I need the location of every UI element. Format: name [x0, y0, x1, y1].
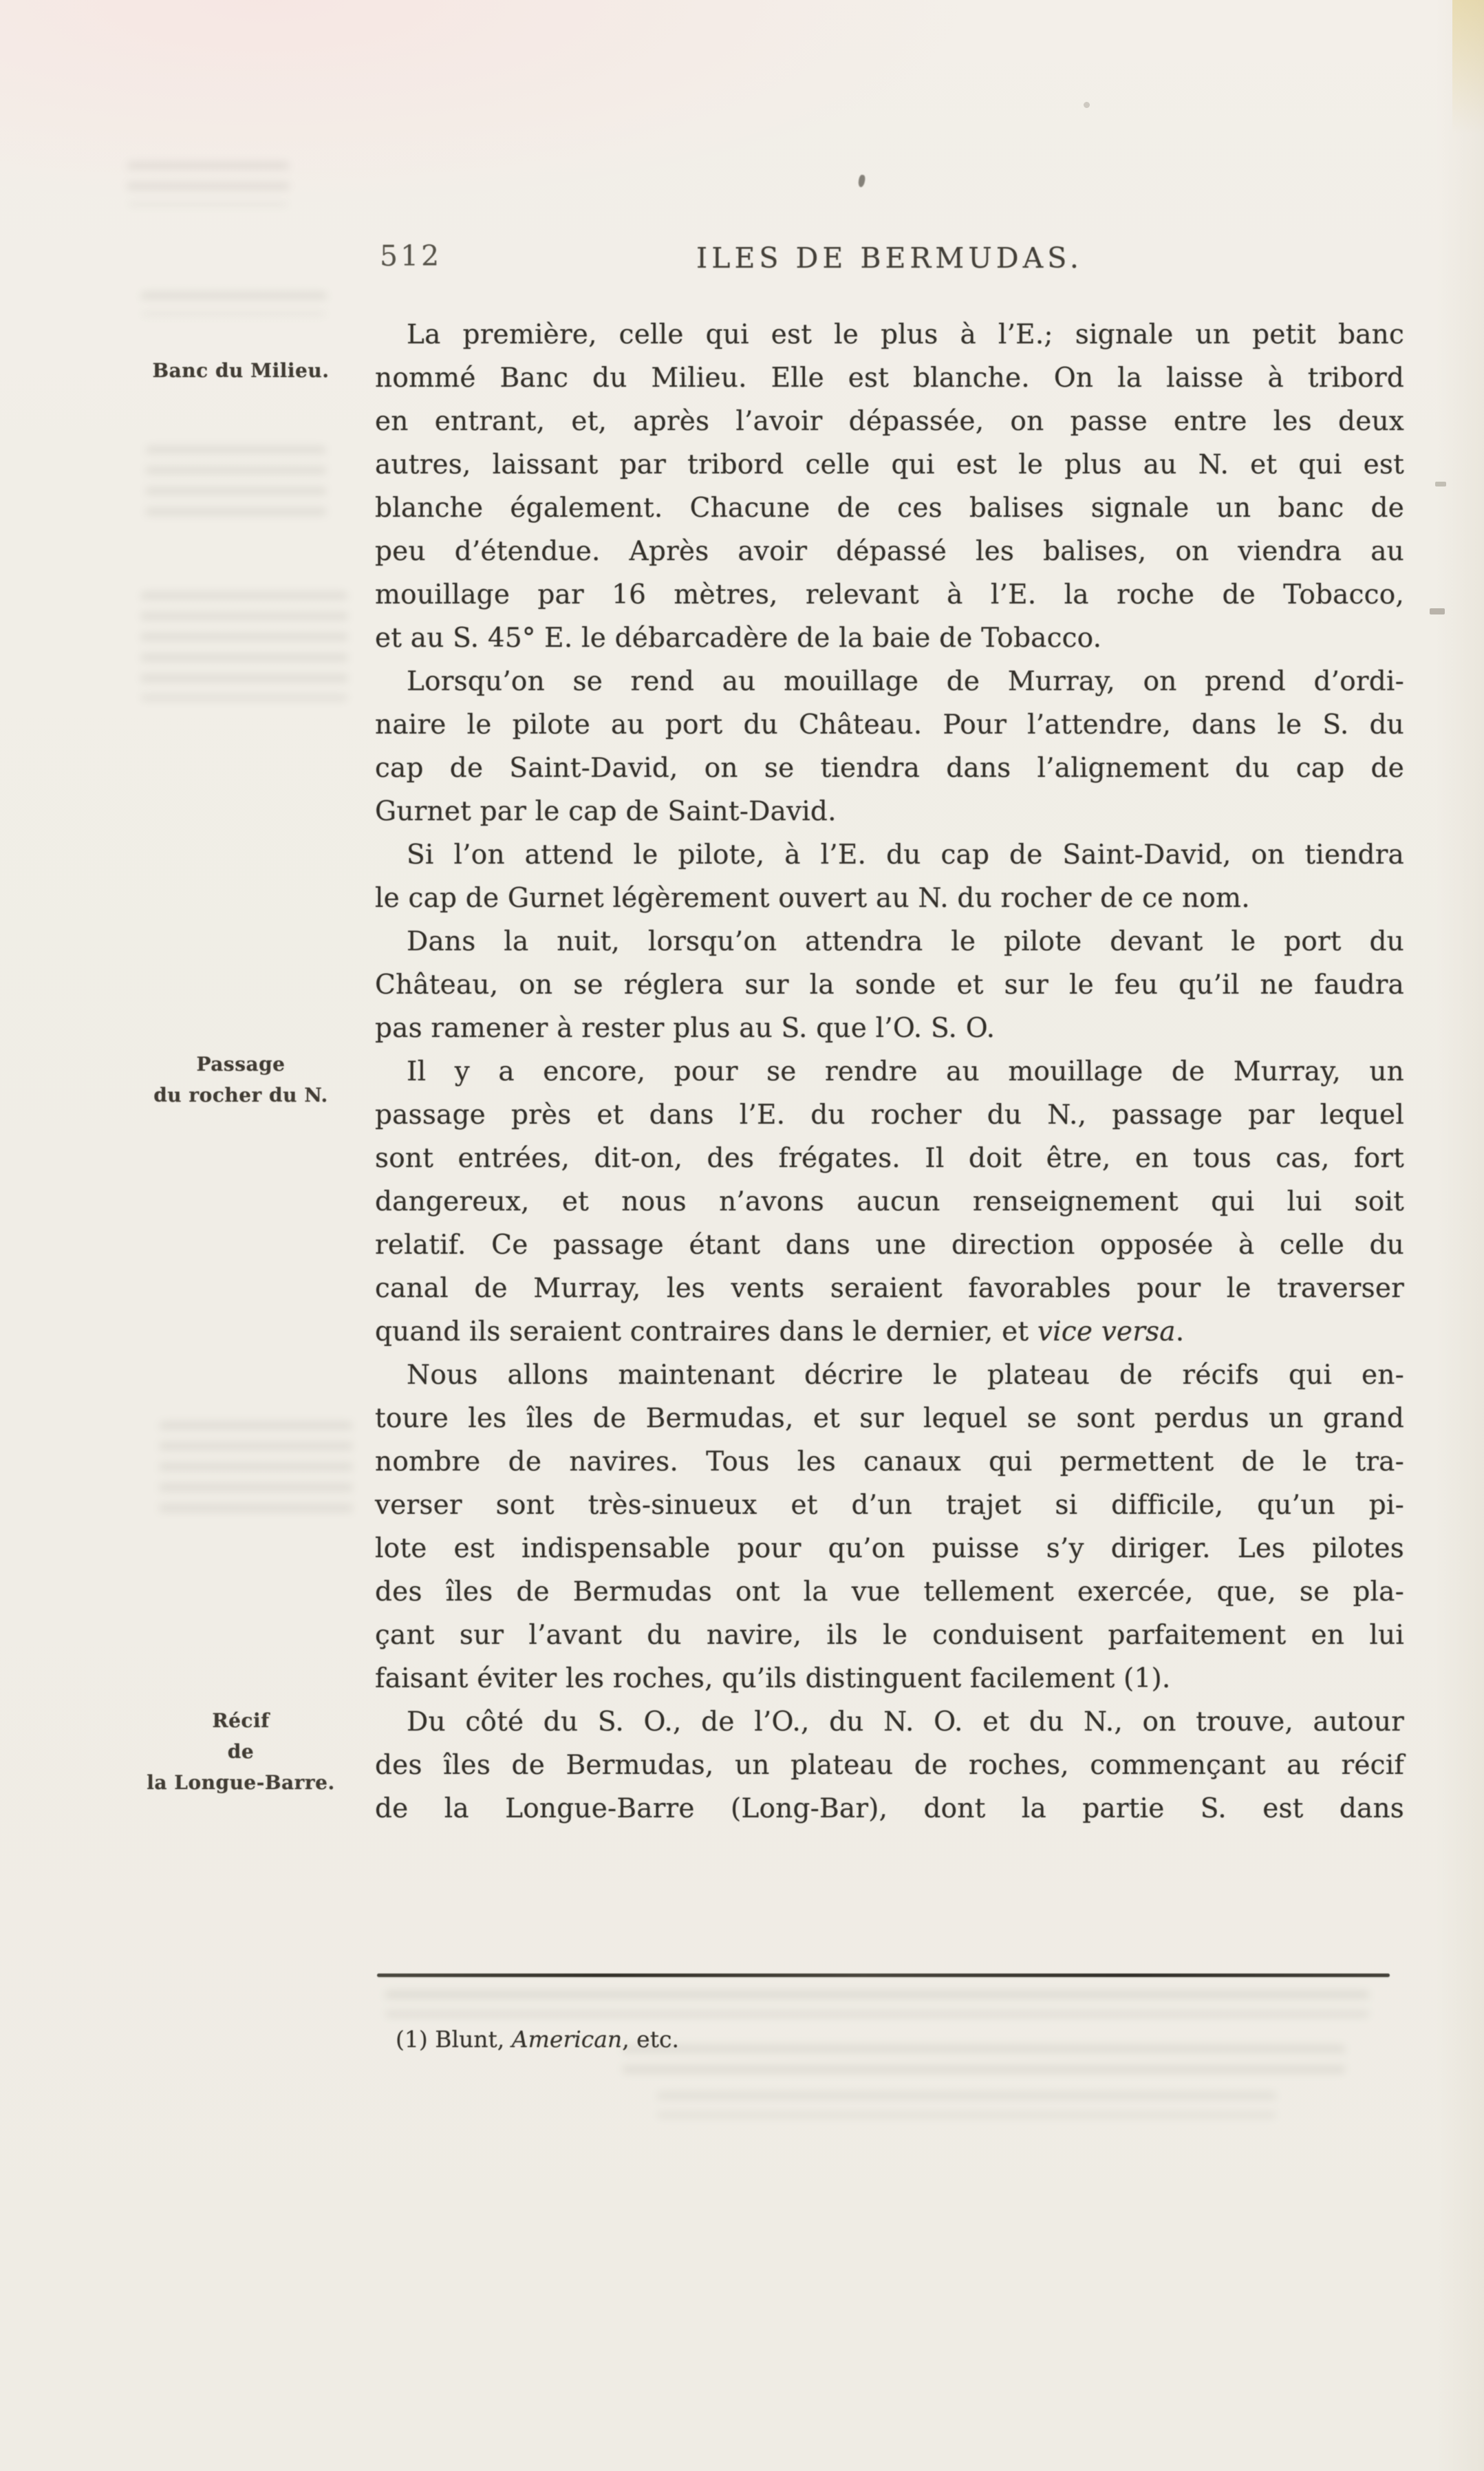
- text-line: faisant éviter les roches, qu’ils distinguent facilement (1).: [375, 1663, 1171, 1694]
- text-line: et au S. 45° E. le débarcadère de la baie de Tobacco.: [375, 623, 1102, 654]
- paragraph: [375, 313, 1404, 660]
- margin-note-line: de: [227, 1740, 255, 1763]
- text-line: lote est indispensable pour qu’on puisse s’y diriger. Les pilotes: [375, 1533, 1404, 1564]
- page-number: 512: [380, 239, 442, 272]
- text-line: toure les îles de Bermudas, et sur lequel se sont perdus un grand: [375, 1403, 1404, 1434]
- text-line: des îles de Bermudas ont la vue tellement exercée, que, se pla-: [375, 1576, 1404, 1607]
- running-header: ILES DE BERMUDAS.: [696, 242, 1083, 275]
- margin-note-banc-du-milieu: [96, 355, 385, 386]
- text-line: La première, celle qui est le plus à l’E.; signale un petit banc: [407, 319, 1404, 350]
- text-line: çant sur l’avant du navire, ils le conduisent parfaitement en lui: [375, 1620, 1404, 1651]
- margin-note-line: Banc du Milieu.: [152, 359, 330, 382]
- text-line: Si l’on attend le pilote, à l’E. du cap de Saint-David, on tiendra: [407, 839, 1404, 870]
- text-line: relatif. Ce passage étant dans une direction opposée à celle du: [375, 1230, 1404, 1261]
- margin-note-line: Passage: [196, 1053, 286, 1076]
- text-line: le cap de Gurnet légèrement ouvert au N. du rocher de ce nom.: [375, 883, 1250, 914]
- footnote-separator-rule: [377, 1973, 1390, 1977]
- paragraph: [375, 1050, 1404, 1354]
- text-line: Dans la nuit, lorsqu’on attendra le pilote devant le port du: [407, 926, 1404, 957]
- margin-note-passage-rocher-n: [96, 1049, 385, 1111]
- text-line: naire le pilote au port du Château. Pour l’attendre, dans le S. du: [375, 709, 1404, 740]
- text-line: de la Longue-Barre (Long-Bar), dont la partie S. est dans: [375, 1793, 1404, 1824]
- text-line: autres, laissant par tribord celle qui est le plus au N. et qui est: [375, 449, 1404, 480]
- text-line: des îles de Bermudas, un plateau de roches, commençant au récif: [375, 1750, 1404, 1781]
- paragraph: [375, 1700, 1404, 1830]
- text-line: Il y a encore, pour se rendre au mouillage de Murray, un: [407, 1056, 1404, 1087]
- text-line: verser sont très-sinueux et d’un trajet si difficile, qu’un pi-: [375, 1490, 1404, 1521]
- text-line: sont entrées, dit-on, des frégates. Il doit être, en tous cas, fort: [375, 1143, 1404, 1174]
- text-line: blanche également. Chacune de ces balises signale un banc de: [375, 493, 1404, 524]
- paragraph: [375, 1354, 1404, 1700]
- text-line: dangereux, et nous n’avons aucun renseignement qui lui soit: [375, 1186, 1404, 1217]
- paragraph: [375, 920, 1404, 1050]
- text-line: cap de Saint-David, on se tiendra dans l’alignement du cap de: [375, 753, 1404, 784]
- margin-note-line: la Longue-Barre.: [147, 1771, 335, 1794]
- text-line: Du côté du S. O., de l’O., du N. O. et du N., on trouve, autour: [407, 1707, 1404, 1737]
- text-line: mouillage par 16 mètres, relevant à l’E. la roche de Tobacco,: [375, 579, 1404, 610]
- text-line: Château, on se réglera sur la sonde et sur le feu qu’il ne faudra: [375, 970, 1404, 1001]
- text-line: Nous allons maintenant décrire le plateau de récifs qui en-: [407, 1360, 1404, 1391]
- body-text-block: [375, 313, 1404, 1830]
- margin-note-line: Récif: [212, 1709, 270, 1732]
- paragraph: [375, 833, 1404, 920]
- text-line: Lorsqu’on se rend au mouillage de Murray, on prend d’ordi-: [407, 666, 1404, 697]
- text-line: peu d’étendue. Après avoir dépassé les balises, on viendra au: [375, 536, 1404, 567]
- text-line: pas ramener à rester plus au S. que l’O. S. O.: [375, 1013, 996, 1044]
- footnote: (1) Blunt, American, etc.: [396, 2026, 679, 2053]
- text-line: Gurnet par le cap de Saint-David.: [375, 796, 837, 827]
- margin-note-line: du rocher du N.: [153, 1084, 328, 1106]
- text-line: nombre de navires. Tous les canaux qui permettent de le tra-: [375, 1446, 1404, 1477]
- text-line: quand ils seraient contraires dans le dernier, et vice versa.: [375, 1316, 1185, 1347]
- text-line: nommé Banc du Milieu. Elle est blanche. On la laisse à tribord: [375, 363, 1404, 394]
- paragraph: [375, 660, 1404, 833]
- text-line: canal de Murray, les vents seraient favorables pour le traverser: [375, 1273, 1404, 1304]
- margin-note-recif-longue-barre: [96, 1705, 385, 1798]
- text-line: passage près et dans l’E. du rocher du N., passage par lequel: [375, 1100, 1404, 1131]
- text-line: en entrant, et, après l’avoir dépassée, on passe entre les deux: [375, 406, 1404, 437]
